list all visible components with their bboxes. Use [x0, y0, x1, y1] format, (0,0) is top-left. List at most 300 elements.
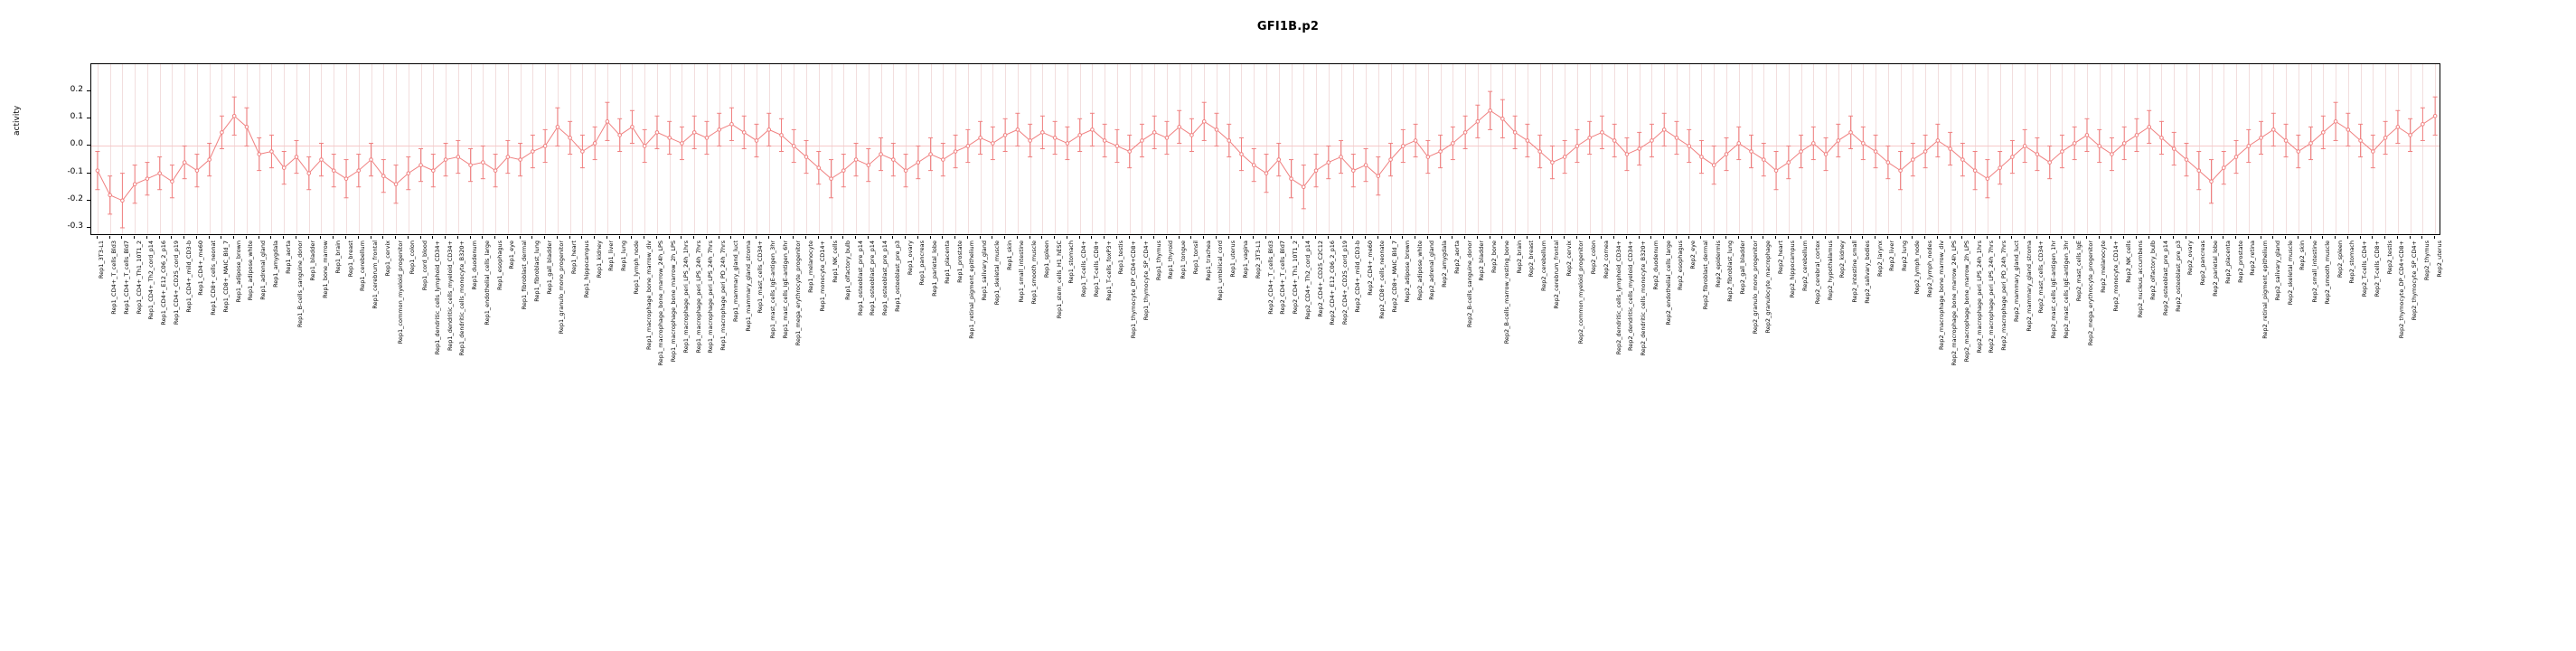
x-tick-label: Rep2_cornea [1602, 241, 1610, 278]
x-tick-mark [1365, 236, 1366, 239]
x-tick-mark [531, 236, 532, 239]
x-tick-mark [818, 236, 819, 239]
x-tick-label: Rep2_skin [2299, 241, 2307, 270]
x-tick-mark [954, 236, 955, 239]
x-tick-label: Rep1_CD4+_E12_C06_2_p16 [160, 241, 168, 326]
x-tick-mark [1253, 236, 1254, 239]
x-tick-label: Rep2_bone [1490, 241, 1499, 273]
x-tick-label: Rep1_CD4+_CD25_cord_p19 [172, 241, 180, 326]
x-tick-mark [2298, 236, 2299, 239]
x-tick-label: Rep2_B-cells_sanguine_donor [1465, 241, 1473, 328]
x-tick-mark [121, 236, 122, 239]
y-axis-label: activity [13, 105, 22, 136]
x-tick-mark [2372, 236, 2373, 239]
x-tick-mark [980, 236, 981, 239]
x-tick-label: Rep2_cerebral_cortex [1813, 241, 1821, 305]
x-tick-mark [1477, 236, 1478, 239]
x-tick-mark [1751, 236, 1752, 239]
x-tick-mark [1029, 236, 1030, 239]
x-tick-mark [2099, 236, 2100, 239]
x-tick-label: Rep1_vagina [1241, 241, 1249, 278]
x-tick-label: Rep1_mast_cells_IgE-antigen_6hr [781, 241, 789, 339]
x-tick-label: Rep1_liver [607, 241, 616, 271]
x-tick-mark [408, 236, 409, 239]
x-tick-mark [1390, 236, 1391, 239]
x-tick-label: Rep1_CD4+_T_cells_Bld7 [122, 241, 130, 315]
x-tick-mark [1650, 236, 1651, 239]
x-tick-label: Rep1_adipose_brown [234, 241, 242, 303]
x-tick-mark [905, 236, 906, 239]
x-tick-mark [2024, 236, 2025, 239]
x-tick-label: Rep2_granulocyte_macrophage [1763, 241, 1772, 334]
x-tick-label: Rep1_monocyte_CD14+ [819, 241, 827, 312]
x-tick-mark [1812, 236, 1813, 239]
x-tick-mark [382, 236, 383, 239]
x-tick-label: Rep2_fibroblast_dermal [1701, 241, 1709, 310]
x-tick-mark [1203, 236, 1204, 239]
x-tick-label: Rep1_adipose_white [247, 241, 255, 301]
x-tick-mark [1700, 236, 1701, 239]
x-tick-label: Rep2_mega_erythrocyte_progenitor [2087, 241, 2095, 346]
x-tick-label: Rep1_uterus [1229, 241, 1237, 278]
x-tick-label: Rep2_B-cells_marrow_resting_bone [1502, 241, 1510, 344]
x-tick-label: Rep1_lung [620, 241, 628, 271]
x-tick-label: Rep1_heart [570, 241, 578, 275]
y-tick-label: 0.1 [70, 112, 83, 122]
x-tick-mark [2347, 236, 2348, 239]
x-tick-label: Rep1_thymocyte_SP_CD4+ [1142, 241, 1150, 321]
x-tick-label: Rep2_lymph_node [1913, 241, 1921, 295]
x-tick-mark [1539, 236, 1540, 239]
x-tick-mark [1352, 236, 1353, 239]
x-tick-label: Rep2_adipose_white [1415, 241, 1424, 301]
x-tick-label: Rep1_umbilical_cord [1217, 241, 1225, 301]
x-tick-label: Rep1_B-cells_sanguine_donor [296, 241, 305, 328]
x-tick-label: Rep1_olfactory_bulb [843, 241, 851, 300]
x-tick-label: Rep2_granulo_mono_progenitor [1752, 241, 1759, 335]
x-tick-mark [97, 236, 98, 239]
x-tick-mark [2285, 236, 2286, 239]
x-tick-label: Rep2_CD4+_me60 [1366, 241, 1374, 296]
x-tick-mark [1440, 236, 1441, 239]
x-tick-label: Rep2_retinal_pigment_epithelium [2261, 241, 2270, 339]
x-tick-mark [2272, 236, 2273, 239]
x-tick-mark [2248, 236, 2249, 239]
x-tick-label: Rep2_adipose_brown [1403, 241, 1411, 303]
x-tick-label: Rep1_CD8+_cells_neonat [210, 241, 218, 316]
x-tick-mark [1427, 236, 1428, 239]
x-tick-label: Rep1_common_myeloid_progenitor [396, 241, 404, 344]
x-tick-mark [1589, 236, 1590, 239]
x-tick-label: Rep2_prostate [2236, 241, 2244, 283]
x-tick-label: Rep2_ovary [2186, 241, 2195, 276]
x-tick-mark [1240, 236, 1241, 239]
x-tick-mark [1153, 236, 1154, 239]
x-tick-label: Rep2_lymph_nodes [1925, 241, 1933, 297]
x-tick-mark [1912, 236, 1913, 239]
x-tick-mark [1141, 236, 1142, 239]
x-tick-mark [1340, 236, 1341, 239]
x-tick-mark [2421, 236, 2422, 239]
x-tick-label: Rep1_T-cells_CD8+ [1092, 241, 1100, 297]
x-tick-mark [1725, 236, 1726, 239]
x-tick-mark [1825, 236, 1826, 239]
x-tick-mark [2011, 236, 2012, 239]
x-tick-label: Rep2_CD4+_Th2_cord_p14 [1303, 241, 1312, 320]
x-tick-label: Rep2_cervix [1565, 241, 1573, 277]
x-tick-label: Rep2_smooth_muscle [2323, 241, 2331, 305]
x-tick-label: Rep2_eye [1689, 241, 1697, 269]
x-tick-mark [2211, 236, 2212, 239]
x-tick-label: Rep2_cerebrum_frontal [1552, 241, 1560, 309]
x-tick-label: Rep1_dendritic_cells_monocyte_B320+ [458, 241, 466, 356]
x-tick-label: Rep2_thymocyte_SP_CD4+ [2411, 241, 2419, 321]
x-tick-mark [1613, 236, 1614, 239]
x-tick-mark [594, 236, 595, 239]
x-tick-label: Rep2_amygdala [1441, 241, 1449, 288]
x-tick-label: Rep2_lung [1901, 241, 1909, 271]
x-tick-mark [2410, 236, 2411, 239]
y-tick-label: -0.2 [67, 193, 83, 203]
x-tick-label: Rep1_retinal_pigment_epithelium [968, 241, 976, 339]
x-tick-label: Rep2_intestine_small [1851, 241, 1859, 303]
x-tick-label: Rep2_common_myeloid_progenitor [1577, 241, 1585, 344]
x-tick-mark [756, 236, 757, 239]
x-tick-mark [681, 236, 682, 239]
x-tick-mark [333, 236, 334, 239]
x-tick-label: Rep2_uterus [2435, 241, 2443, 278]
x-tick-label: Rep2_macrophage_bone_marrow_24h_LPS [1951, 241, 1959, 366]
x-tick-label: Rep1_CD4+_Th1_10T1_2 [135, 241, 143, 315]
x-tick-label: Rep2_skeletal_muscle [2286, 241, 2294, 306]
x-tick-label: Rep2_adrenal_gland [1428, 241, 1436, 300]
x-tick-label: Rep2_placenta [2223, 241, 2232, 284]
x-tick-label: Rep2_dendritic_cells_monocyte_B320+ [1640, 241, 1648, 356]
x-tick-mark [1129, 236, 1130, 239]
x-tick-label: Rep2_CD4+_T_cells_Bld3 [1266, 241, 1274, 315]
x-tick-mark [1576, 236, 1577, 239]
x-tick-label: Rep1_colon [409, 241, 417, 275]
x-tick-mark [1452, 236, 1453, 239]
x-tick-mark [669, 236, 670, 239]
x-tick-mark [1501, 236, 1502, 239]
x-tick-label: Rep1_macrophage_peri_LPS_24h_1hrs [682, 241, 690, 354]
x-tick-mark [470, 236, 471, 239]
x-tick-label: Rep1_ovary [906, 241, 914, 276]
x-tick-label: Rep2_mammary_gland_luct [2012, 241, 2020, 322]
x-tick-label: Rep1_melanocyte [806, 241, 814, 293]
x-tick-mark [2123, 236, 2124, 239]
x-tick-label: Rep1_fibroblast_lung [532, 241, 541, 302]
x-tick-label: Rep1_eye [508, 241, 516, 269]
x-tick-mark [1875, 236, 1876, 239]
x-tick-label: Rep1_macrophage_peri_LPS_24h_7hrs [694, 241, 702, 354]
x-tick-mark [1788, 236, 1789, 239]
x-tick-label: Rep1_lymph_node [632, 241, 640, 295]
x-tick-mark [1464, 236, 1465, 239]
x-tick-mark [2322, 236, 2323, 239]
x-tick-mark [270, 236, 271, 239]
x-tick-label: Rep1_osteoblast_pre_p14 [856, 241, 864, 316]
x-tick-mark [1079, 236, 1080, 239]
x-tick-mark [1676, 236, 1677, 239]
x-tick-mark [1291, 236, 1292, 239]
x-tick-mark [768, 236, 769, 239]
x-tick-label: Rep2_breast [1528, 241, 1536, 278]
x-tick-mark [2235, 236, 2236, 239]
x-tick-label: Rep1_CD4+_mild_CD3-b [184, 241, 193, 313]
x-tick-label: Rep1_skin [1005, 241, 1013, 270]
x-tick-mark [2086, 236, 2087, 239]
x-tick-label: Rep1_aorta [284, 241, 292, 274]
x-tick-label: Rep2_brain [1515, 241, 1523, 274]
x-tick-mark [1937, 236, 1938, 239]
x-tick-label: Rep1_mammary_gland_stroma [744, 241, 752, 332]
x-tick-label: Rep1_tongue [1180, 241, 1188, 279]
x-tick-label: Rep1_macrophage_bone_marrow_2h_LPS [670, 241, 678, 363]
x-tick-mark [1900, 236, 1901, 239]
x-tick-mark [805, 236, 806, 239]
x-tick-mark [1551, 236, 1552, 239]
x-tick-label: Rep2_melanocyte [2100, 241, 2108, 293]
x-tick-mark [457, 236, 458, 239]
y-tick-label: -0.3 [67, 221, 83, 231]
x-tick-mark [2148, 236, 2149, 239]
x-tick-label: Rep1_kidney [595, 241, 603, 278]
x-tick-label: Rep2_CD4+_Th1_10T1_2 [1292, 241, 1299, 315]
x-tick-mark [1004, 236, 1005, 239]
x-tick-label: Rep1_macrophage_bone_marrow_24h_LPS [657, 241, 665, 366]
x-tick-label: Rep1_mast_cells_IgE-antigen_3hr [769, 241, 777, 339]
x-tick-label: Rep1_CD8+_MAIC_Bld_7 [221, 241, 230, 313]
x-tick-mark [1228, 236, 1229, 239]
x-tick-label: Rep2_macrophage_bone_marrow_div [1938, 241, 1946, 350]
x-tick-mark [482, 236, 483, 239]
x-tick-label: Rep2_olfactory_bulb [2149, 241, 2158, 300]
x-tick-label: Rep1_thymus [1154, 241, 1162, 281]
x-tick-label: Rep2_hypothalamus [1826, 241, 1834, 301]
x-tick-label: Rep2_mast_cells_IgE-antigen_3hr [2062, 241, 2070, 339]
x-tick-mark [2049, 236, 2050, 239]
x-tick-label: Rep2_heart [1776, 241, 1784, 275]
x-tick-label: Rep2_mast_cells_IgE [2074, 241, 2082, 302]
x-tick-label: Rep1_spleen [1042, 241, 1050, 278]
x-tick-label: Rep2_small_intestine [2311, 241, 2319, 303]
x-tick-mark [1887, 236, 1888, 239]
x-axis-tick-labels [90, 236, 2443, 634]
x-tick-mark [1688, 236, 1689, 239]
x-tick-label: Rep2_nucleus_accumbens [2137, 241, 2145, 318]
x-tick-label: Rep2_CD4+_CD25_C2C12 [1316, 241, 1324, 317]
x-tick-mark [1514, 236, 1515, 239]
x-tick-label: Rep1_skeletal_muscle [992, 241, 1001, 306]
x-tick-mark [183, 236, 184, 239]
x-tick-label: Rep2_monocyte_CD14+ [2111, 241, 2120, 312]
x-tick-label: Rep1_amygdala [271, 241, 279, 288]
x-tick-label: Rep1_bone_marrow [321, 241, 329, 298]
x-tick-mark [2073, 236, 2074, 239]
x-tick-label: Rep2_hippocampus [1789, 241, 1797, 298]
x-tick-mark [2360, 236, 2361, 239]
x-tick-mark [2384, 236, 2385, 239]
x-tick-label: Rep1_dendritic_cells_myeloid_CD34+ [446, 241, 454, 351]
x-tick-label: Rep1_T-cells_CD4+ [1080, 241, 1088, 297]
x-tick-mark [1862, 236, 1863, 239]
x-tick-label: Rep2_macrophage_peri_LPS_24h_1hrs [1975, 241, 1983, 354]
x-tick-label: Rep1_fibroblast_dermal [521, 241, 529, 310]
x-tick-mark [892, 236, 893, 239]
x-tick-label: Rep2_retina [2249, 241, 2257, 276]
x-tick-label: Rep1_osteoblast_pre_p14 [869, 241, 877, 316]
x-tick-label: Rep1_stomach [1067, 241, 1076, 284]
x-tick-mark [656, 236, 657, 239]
x-tick-mark [1974, 236, 1975, 239]
x-tick-mark [842, 236, 843, 239]
series-errorbar-line [91, 64, 2440, 235]
x-tick-mark [1179, 236, 1180, 239]
x-tick-mark [246, 236, 247, 239]
x-tick-label: Rep1_osteoblast_pre_p3 [893, 241, 901, 312]
x-tick-mark [1564, 236, 1565, 239]
page-title: GFI1B.p2 [1256, 20, 1320, 33]
x-tick-label: Rep1_gall_bladder [545, 241, 553, 295]
x-tick-label: Rep2_3T3-L1 [1254, 241, 1262, 279]
x-tick-mark [283, 236, 284, 239]
x-tick-mark [942, 236, 943, 239]
x-tick-label: Rep1_cervix [383, 241, 391, 277]
x-tick-label: Rep2_bladder [1478, 241, 1486, 281]
x-tick-mark [730, 236, 731, 239]
x-tick-mark [1017, 236, 1018, 239]
x-tick-mark [1265, 236, 1266, 239]
x-tick-label: Rep1_macrophage_bone_marrow_div [644, 241, 653, 350]
x-tick-mark [1775, 236, 1776, 239]
x-tick-label: Rep1_trachea [1204, 241, 1212, 281]
x-tick-label: Rep2_stomach [2348, 241, 2356, 284]
x-tick-mark [308, 236, 309, 239]
x-tick-label: Rep2_esophagus [1677, 241, 1685, 290]
x-tick-label: Rep2_CD4+_CD25_cord_p19 [1341, 241, 1349, 326]
x-tick-label: Rep2_osteoblast_pre_p14 [2161, 241, 2169, 316]
x-tick-mark [619, 236, 620, 239]
x-tick-label: Rep2_thymocyte_DP_CD4+CD8+ [2398, 241, 2406, 339]
x-tick-label: Rep1_T-cells_foxP3+ [1105, 241, 1113, 301]
x-tick-label: Rep2_CD4+_E12_C06_2_p16 [1329, 241, 1337, 326]
x-tick-label: Rep2_gall_bladder [1739, 241, 1747, 295]
x-tick-label: Rep1_smooth_muscle [1030, 241, 1039, 305]
x-tick-mark [2136, 236, 2137, 239]
x-tick-mark [420, 236, 421, 239]
x-tick-label: Rep2_T-cells_CD4+ [2361, 241, 2369, 297]
x-tick-mark [1601, 236, 1602, 239]
x-tick-mark [2397, 236, 2398, 239]
x-tick-label: Rep1_thyroid [1167, 241, 1175, 279]
x-tick-label: Rep2_dendritic_cells_myeloid_CD34+ [1627, 241, 1635, 351]
x-tick-label: Rep1_cerebellum [359, 241, 367, 292]
x-tick-label: Rep2_T-cells_CD8+ [2373, 241, 2381, 297]
x-tick-mark [171, 236, 172, 239]
x-tick-label: Rep1_parietal_lobe [931, 241, 939, 297]
x-tick-label: Rep1_pancreas [918, 241, 926, 286]
x-tick-mark [706, 236, 707, 239]
x-tick-mark [209, 236, 210, 239]
x-tick-label: Rep1_brain [334, 241, 342, 274]
x-tick-label: Rep1_cerebrum_frontal [371, 241, 380, 309]
x-tick-label: Rep2_epidermis [1714, 241, 1722, 288]
x-tick-label: Rep1_mega_erythrocyte_progenitor [794, 241, 802, 346]
x-tick-label: Rep2_CD8+_cells_neonate [1378, 241, 1387, 319]
x-tick-label: Rep2_duodenum [1651, 241, 1659, 290]
x-tick-mark [1041, 236, 1042, 239]
y-tick-label: 0.0 [70, 139, 83, 149]
x-tick-label: Rep2_macrophage_peri_PD_24h_7hrs [2000, 241, 2008, 351]
x-tick-label: Rep1_mammary_gland_luct [731, 241, 739, 322]
x-tick-mark [1639, 236, 1640, 239]
x-tick-mark [1924, 236, 1925, 239]
x-tick-mark [2198, 236, 2199, 239]
x-tick-label: Rep2_testis [2385, 241, 2393, 275]
x-tick-mark [743, 236, 744, 239]
x-tick-mark [1302, 236, 1303, 239]
x-tick-mark [581, 236, 582, 239]
x-tick-mark [1663, 236, 1664, 239]
x-tick-mark [1850, 236, 1851, 239]
x-tick-mark [1091, 236, 1092, 239]
x-tick-mark [780, 236, 781, 239]
y-tick-label: -0.1 [67, 166, 83, 176]
x-tick-mark [196, 236, 197, 239]
x-tick-mark [1800, 236, 1801, 239]
x-tick-mark [855, 236, 856, 239]
x-tick-label: Rep1_granulo_mono_progenitor [558, 241, 566, 335]
x-tick-label: Rep1_esophagus [495, 241, 503, 290]
x-tick-mark [1987, 236, 1988, 239]
x-tick-mark [1999, 236, 2000, 239]
x-tick-mark [109, 236, 110, 239]
x-tick-label: Rep1_cord_blood [421, 241, 429, 291]
x-tick-label: Rep1_osteoblast_pre_p14 [881, 241, 889, 316]
x-tick-label: Rep2_spleen [2336, 241, 2344, 278]
x-tick-label: Rep1_NK_cells [832, 241, 840, 283]
x-tick-label: Rep2_mast_cells_CD34+ [2037, 241, 2045, 314]
x-tick-mark [2310, 236, 2311, 239]
x-tick-label: Rep2_dendritic_cells_lymphoid_CD34+ [1614, 241, 1622, 355]
x-tick-mark [557, 236, 558, 239]
x-tick-mark [159, 236, 160, 239]
x-tick-mark [2335, 236, 2336, 239]
x-tick-label: Rep1_hippocampus [582, 241, 590, 298]
x-tick-mark [1315, 236, 1316, 239]
x-tick-mark [1738, 236, 1739, 239]
x-tick-mark [2061, 236, 2062, 239]
x-tick-mark [320, 236, 321, 239]
x-tick-mark [793, 236, 794, 239]
x-tick-mark [146, 236, 147, 239]
x-tick-label: Rep2_fibroblast_lung [1726, 241, 1735, 302]
x-tick-label: Rep2_mammary_gland_stroma [2025, 241, 2033, 332]
x-tick-mark [544, 236, 545, 239]
x-tick-mark [831, 236, 832, 239]
x-tick-label: Rep1_thymocyte_DP_CD4+CD8+ [1130, 241, 1138, 339]
x-tick-mark [358, 236, 359, 239]
x-tick-label: Rep1_stem_cells_H1_hESC [1055, 241, 1063, 319]
x-tick-label: Rep1_CD4+_Th2_cord_p14 [147, 241, 155, 320]
x-tick-label: Rep2_macrophage_peri_LPS_24h_7hrs [1988, 241, 1996, 354]
x-tick-label: Rep1_3T3-L1 [98, 241, 106, 279]
x-tick-mark [395, 236, 396, 239]
x-tick-mark [930, 236, 931, 239]
x-tick-label: Rep2_colon [1590, 241, 1598, 275]
